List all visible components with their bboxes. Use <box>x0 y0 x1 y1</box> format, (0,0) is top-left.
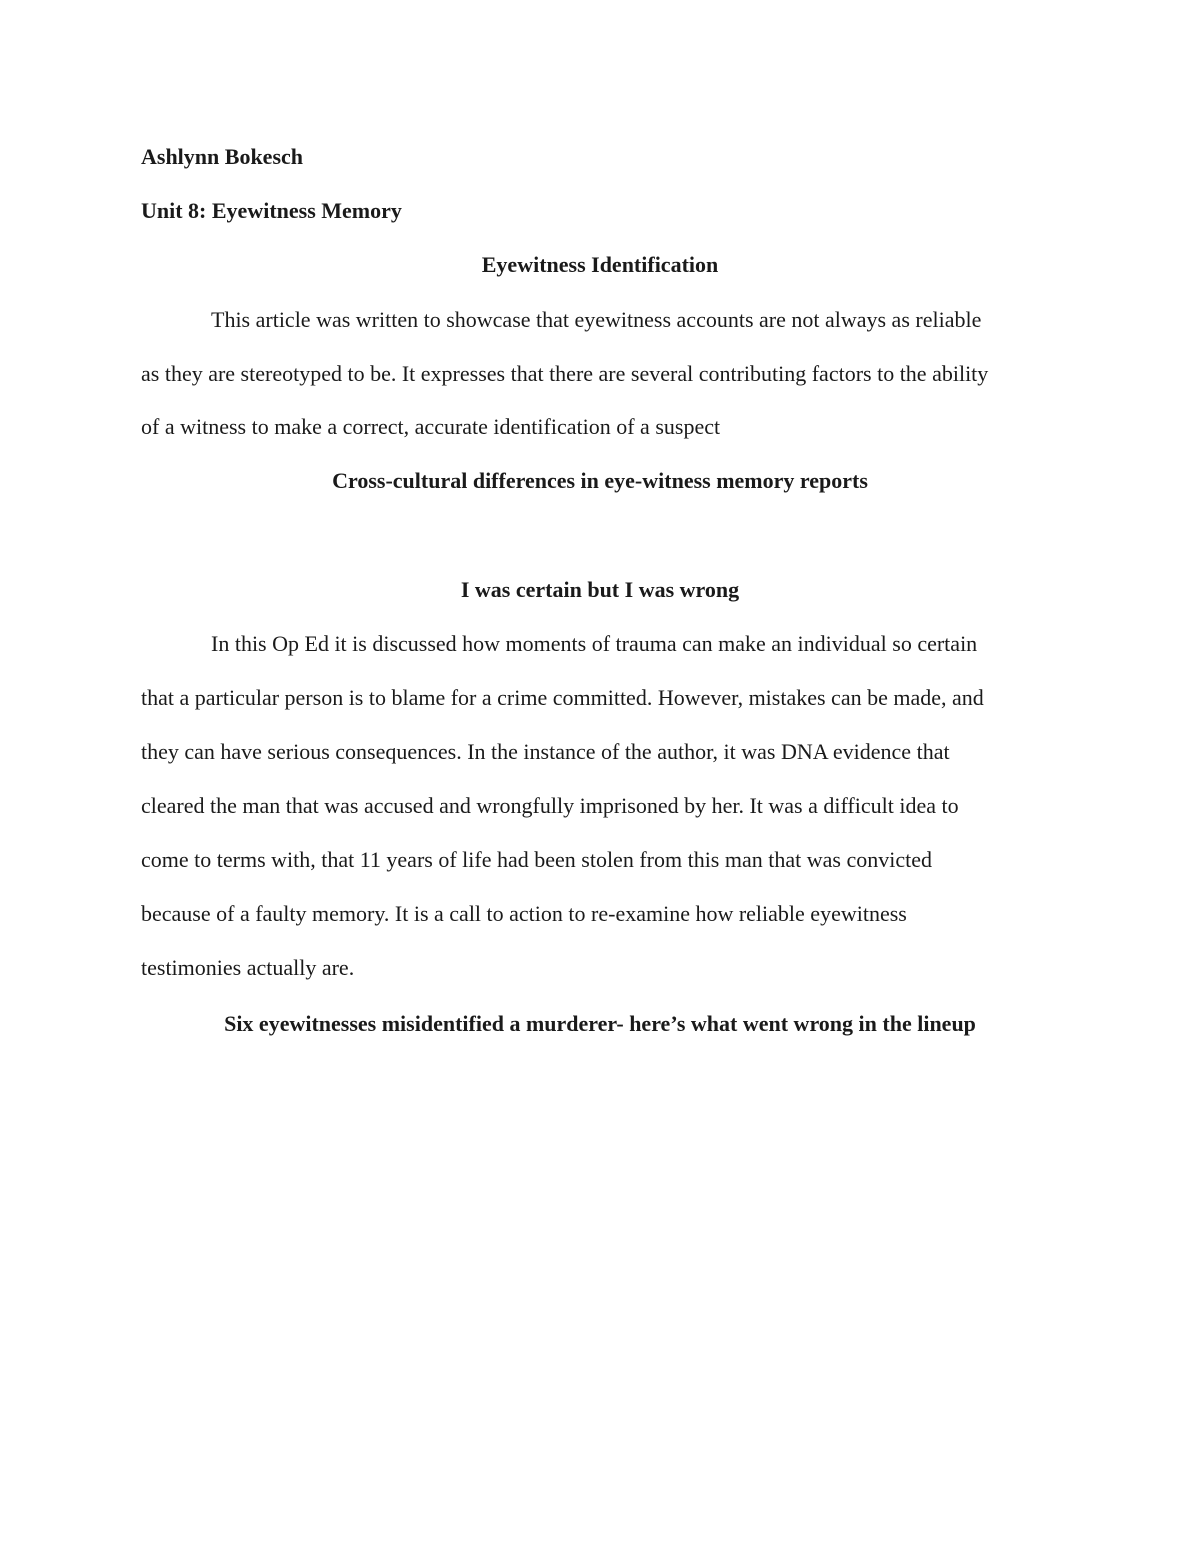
paragraph-line: of a witness to make a correct, accurate identification of a suspect <box>141 414 721 439</box>
paragraph-line: they can have serious consequences. In the instance of the author, it was DNA evidence that <box>141 739 950 764</box>
paragraph-line: This article was written to showcase that eyewitness accounts are not always as reliable <box>211 307 982 332</box>
paragraph-line: cleared the man that was accused and wrongfully imprisoned by her. It was a difficult idea to <box>141 793 959 818</box>
section-heading-certain-but-wrong: I was certain but I was wrong <box>460 577 740 602</box>
paragraph-line: come to terms with, that 11 years of life had been stolen from this man that was convicted <box>141 847 932 872</box>
section-heading-cross-cultural: Cross-cultural differences in eye-witness memory reports <box>332 468 868 493</box>
paragraph-line: because of a faulty memory. It is a call to action to re-examine how reliable eyewitness <box>141 901 907 926</box>
section-heading-six-eyewitnesses: Six eyewitnesses misidentified a murderer- here’s what went wrong in the lineup <box>224 1011 976 1036</box>
unit-title: Unit 8: Eyewitness Memory <box>141 198 402 223</box>
paragraph-line: as they are stereotyped to be. It expresses that there are several contributing factors to the ability <box>141 361 989 386</box>
paragraph-line: In this Op Ed it is discussed how moments of trauma can make an individual so certain <box>211 631 978 656</box>
author-name: Ashlynn Bokesch <box>141 144 304 169</box>
paragraph-line: that a particular person is to blame for a crime committed. However, mistakes can be made, and <box>141 685 984 710</box>
paragraph-line: testimonies actually are. <box>141 955 355 980</box>
section-heading-eyewitness-identification: Eyewitness Identification <box>481 252 719 277</box>
